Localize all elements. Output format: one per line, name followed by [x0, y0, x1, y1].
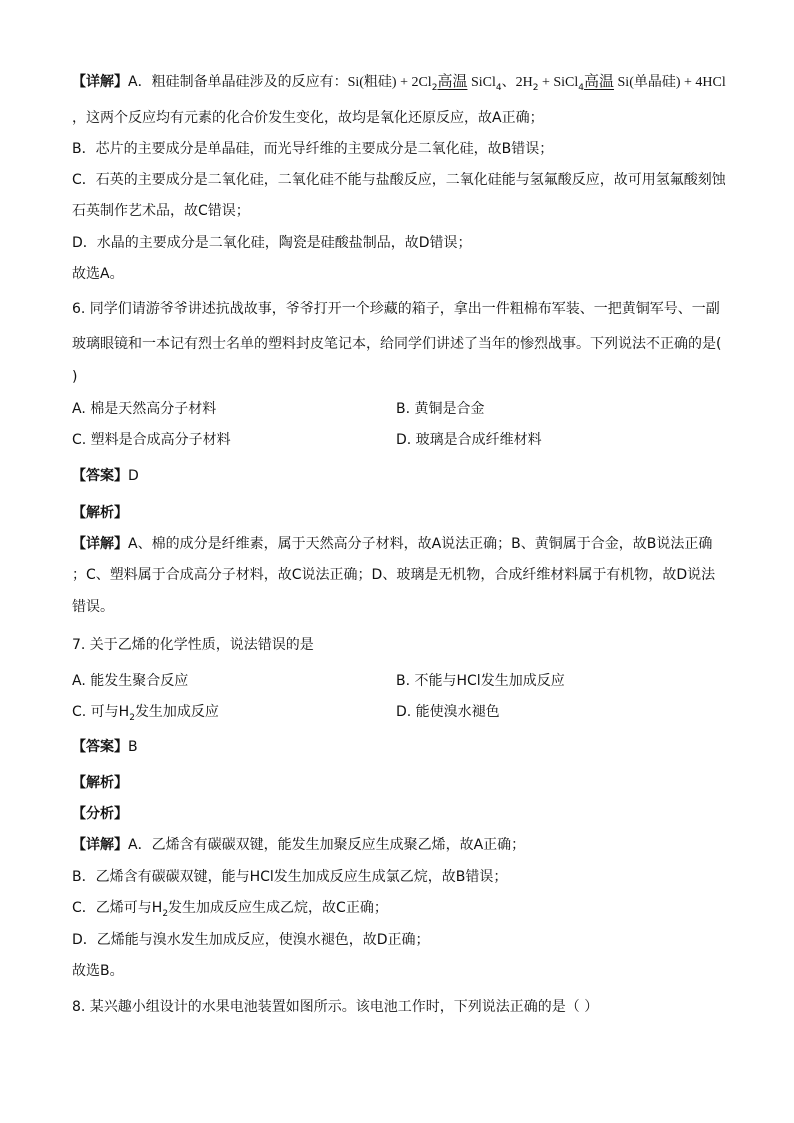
q6-option-a: A. 棉是天然高分子材料	[72, 401, 217, 417]
q5-line-4: C．石英的主要成分是二氧化硅，二氧化硅不能与盐酸反应，二氧化硅能与氢氟酸反应，故可用氢氟酸刻蚀	[72, 172, 726, 188]
q5-sub: 2	[431, 82, 438, 93]
q7-option-d: D. 能使溴水褪色	[396, 704, 500, 720]
q5-equation-line	[72, 70, 726, 94]
q5-line-3: B．芯片的主要成分是单晶硅，而光导纤维的主要成分是二氧化硅，故B错误；	[72, 141, 554, 157]
q5-sub: 4	[495, 82, 502, 93]
q6-option-c: C. 塑料是合成高分子材料	[72, 432, 231, 448]
q5-eq-1: Si(粗硅) + 2Cl	[347, 75, 432, 90]
answer-tag: 【答案】	[72, 739, 128, 755]
q5-line-7: 故选A。	[72, 266, 124, 282]
answer-tag: 【答案】	[72, 468, 128, 484]
q6-stem-3: )	[72, 369, 78, 385]
q8-stem: 8. 某兴趣小组设计的水果电池装置如图所示。该电池工作时，下列说法正确的是（ ）	[72, 999, 599, 1015]
q6-analysis-tag: 【解析】	[72, 505, 128, 521]
q6-detail-3: 错误。	[72, 599, 114, 615]
q7-answer	[72, 736, 138, 758]
q5-eq-sep: 、2H	[501, 75, 533, 90]
q7-detail-3-sub: 2	[162, 908, 169, 919]
q7-option-c-sub: 2	[129, 712, 135, 723]
q7-detail-3	[72, 897, 388, 919]
q7-detail-4: D．乙烯能与溴水发生加成反应，使溴水褪色，故D正确；	[72, 932, 430, 948]
q5-eq-4: Si(单晶硅) + 4HCl	[614, 75, 726, 90]
detail-tag: 【详解】	[72, 74, 128, 90]
q7-detail-2: B．乙烯含有碳碳双键，能与HCl发生加成反应生成氯乙烷，故B错误；	[72, 869, 508, 885]
q7-fenxi-tag: 【分析】	[72, 806, 128, 822]
q7-detail-1	[72, 834, 525, 856]
q7-detail-3-post: 发生加成反应生成乙烷，故C正确；	[168, 900, 388, 916]
q5-line-6: D．水晶的主要成分是二氧化硅，陶瓷是硅酸盐制品，故D错误；	[72, 235, 472, 251]
q5-line-2: ，这两个反应均有元素的化合价发生变化，故均是氧化还原反应，故A正确；	[72, 110, 544, 126]
q7-option-b: B. 不能与HCl发生加成反应	[396, 673, 565, 689]
reaction-condition: 高温	[437, 72, 468, 90]
q5-equation-prefix: A．粗硅制备单晶硅涉及的反应有：	[128, 74, 348, 90]
q6-detail-1	[72, 533, 712, 555]
q7-option-c	[72, 701, 219, 723]
q5-eq-2: SiCl	[467, 75, 496, 90]
detail-tag: 【详解】	[72, 837, 128, 853]
q7-detail-5: 故选B。	[72, 963, 124, 979]
q6-stem-2: 玻璃眼镜和一本记有烈士名单的塑料封皮笔记本，给同学们讲述了当年的惨烈战事。下列说法不正确的是(	[72, 336, 722, 352]
q6-option-d: D. 玻璃是合成纤维材料	[396, 432, 542, 448]
q7-option-a: A. 能发生聚合反应	[72, 673, 189, 689]
q5-eq-3: + SiCl	[538, 75, 579, 90]
q6-option-b: B. 黄铜是合金	[396, 401, 485, 417]
q6-answer	[72, 465, 139, 487]
q5-line-5: 石英制作艺术品，故C错误；	[72, 203, 250, 219]
q7-option-c-post: 发生加成反应	[134, 704, 219, 720]
q6-detail-2: ；C、塑料属于合成高分子材料，故C说法正确；D、玻璃是无机物，合成纤维材料属于有机物，故D说法	[72, 567, 716, 583]
q6-detail-text: A、棉的成分是纤维素，属于天然高分子材料，故A说法正确；B、黄铜属于合金，故B说法正确	[128, 536, 713, 552]
q7-detail-text: A．乙烯含有碳碳双键，能发生加聚反应生成聚乙烯，故A正确；	[128, 837, 526, 853]
q7-stem: 7. 关于乙烯的化学性质，说法错误的是	[72, 637, 314, 653]
q5-sub: 2	[532, 82, 539, 93]
detail-tag: 【详解】	[72, 536, 128, 552]
q7-option-c-pre: C. 可与H	[72, 704, 130, 720]
q7-analysis-tag: 【解析】	[72, 775, 128, 791]
q5-sub: 4	[578, 82, 584, 93]
answer-value: D	[128, 468, 139, 484]
q7-detail-3-pre: C．乙烯可与H	[72, 900, 163, 916]
answer-value: B	[128, 739, 138, 755]
reaction-condition: 高温	[584, 72, 615, 90]
q6-stem-1: 6. 同学们请游爷爷讲述抗战故事，爷爷打开一个珍藏的箱子，拿出一件粗棉布军装、一把黄铜军号、一副	[72, 301, 720, 317]
